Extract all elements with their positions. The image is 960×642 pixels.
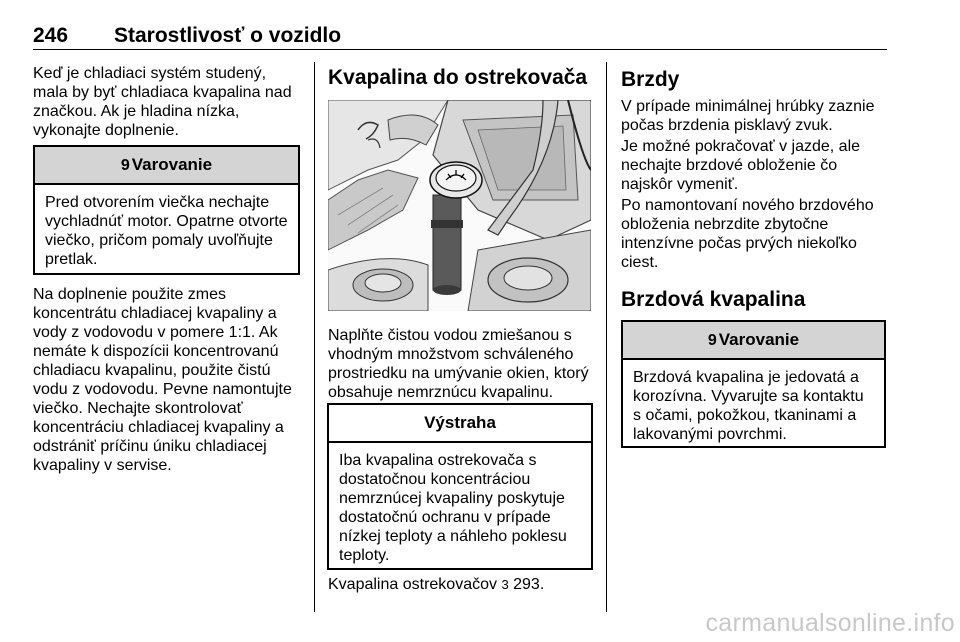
warning-text: Brzdová kvapalina je jedovatá a korozívna. Vyvarujte sa kontaktu s očami, pokožkou, tkaninami a lakovanými povrchmi. bbox=[633, 369, 864, 443]
caution-box-washer bbox=[327, 403, 593, 570]
coolant-intro: Keď je chladiaci systém studený, mala by byť chladiaca kvapalina nad značkou. Ak je hladina nízka, vykonajte doplnenie. bbox=[33, 65, 292, 139]
reference-text: Kvapalina ostrekovačov bbox=[328, 576, 497, 593]
brakes-paragraph-3: Po namontovaní nového brzdového obloženia nebrzdite zbytočne intenzívne počas prvých niekoľko ciest. bbox=[621, 197, 874, 271]
coolant-body: Na doplnenie použite zmes koncentrátu chladiacej kvapaliny a vody z vodovodu v pomere 1:1. Ak nemáte k dispozícii koncentrovanú chladiacu kvapalinu, použite čistú vodu z vodovodu. Pevne namontujte viečko. Nechajte skontrolovať koncentráciu chladiacej kvapaliny a odstrániť príčinu úniku chladiacej kvapaliny v servise. bbox=[33, 286, 292, 474]
warning-icon: 9 bbox=[707, 332, 717, 349]
page-reference-arrow-icon[interactable]: 3 bbox=[501, 577, 509, 592]
washer-fluid-reference bbox=[328, 575, 598, 594]
warning-box-coolant bbox=[33, 145, 300, 275]
warning-title: Varovanie bbox=[718, 330, 800, 349]
warning-title: Varovanie bbox=[131, 155, 213, 174]
brakes-paragraph-1: V prípade minimálnej hrúbky zaznie počas brzdenia pisklavý zvuk. bbox=[621, 98, 875, 134]
watermark: carmanualsonline.info bbox=[705, 609, 955, 637]
caution-title: Výstraha bbox=[329, 405, 591, 443]
brakes-paragraph-2: Je možné pokračovať v jazde, ale nechajte brzdové obloženie čo najskôr vymeniť. bbox=[621, 138, 861, 193]
page-header bbox=[33, 24, 887, 50]
warning-header bbox=[623, 322, 884, 360]
reference-page[interactable]: 293. bbox=[513, 576, 545, 593]
warning-icon: 9 bbox=[120, 157, 130, 174]
washer-fluid-body: Naplňte čistou vodou zmiešanou s vhodným množstvom schváleného prostriedku na umývanie okien, ktorý obsahuje nemrznúcu kvapalinu. bbox=[328, 327, 589, 401]
washer-reservoir-illustration bbox=[328, 100, 591, 311]
warning-header bbox=[35, 147, 298, 185]
page-title: Starostlivosť o vozidlo bbox=[114, 24, 342, 47]
brakes-heading: Brzdy bbox=[621, 68, 680, 91]
warning-text: Pred otvorením viečka nechajte vychladnúť motor. Opatrne otvorte viečko, pričom pomaly uvoľňujte pretlak. bbox=[45, 194, 288, 268]
brake-fluid-heading: Brzdová kvapalina bbox=[621, 288, 806, 311]
column-divider bbox=[314, 62, 315, 612]
column-divider bbox=[606, 62, 607, 612]
warning-box-brake-fluid bbox=[621, 320, 886, 448]
caution-text: Iba kvapalina ostrekovača s dostatočnou koncentráciou nemrznúcej kvapaliny poskytuje dostatočnú ochranu v prípade nízkej teploty a náhleho poklesu teploty. bbox=[339, 452, 567, 564]
washer-fluid-heading: Kvapalina do ostrekovača bbox=[328, 66, 588, 89]
page-number: 246 bbox=[33, 24, 69, 47]
